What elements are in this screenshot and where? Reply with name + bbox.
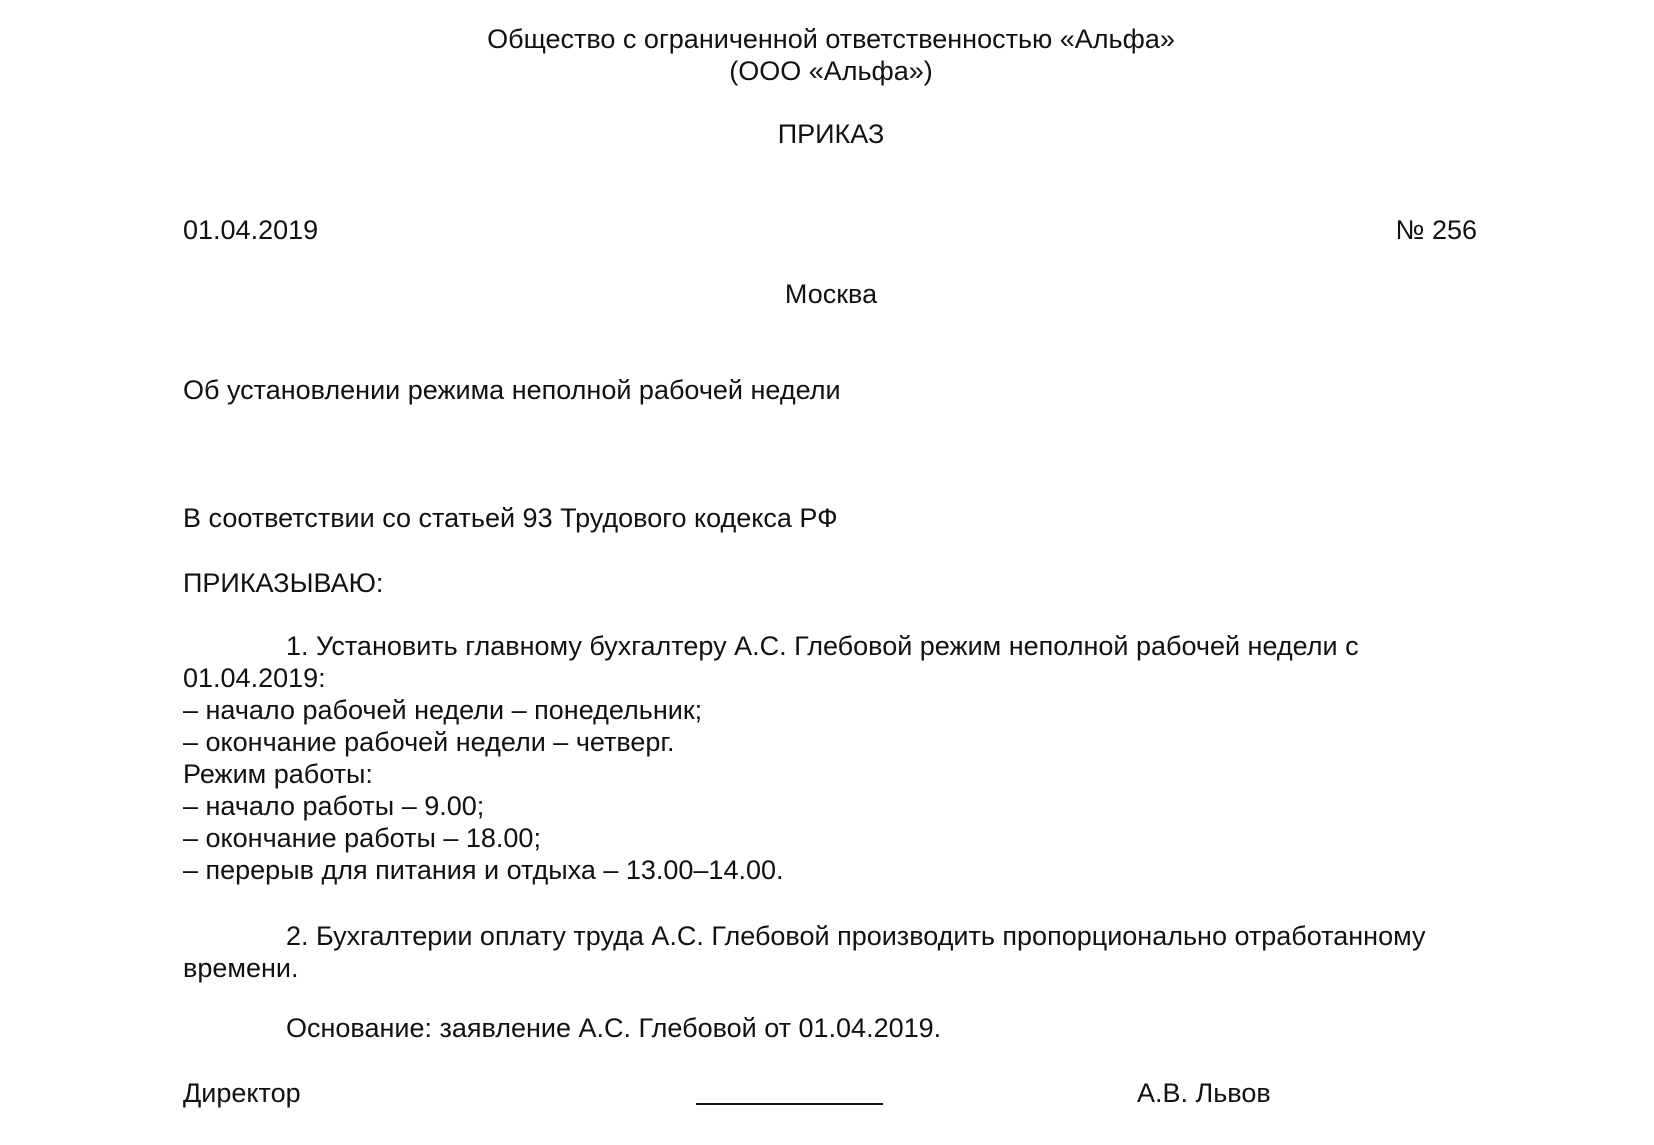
organization-short-name: (ООО «Альфа») bbox=[729, 56, 933, 86]
order-preamble: В соответствии со статьей 93 Трудового кодекса РФ bbox=[183, 503, 838, 533]
signature-line bbox=[696, 1103, 883, 1105]
item-1-break: – перерыв для питания и отдыха – 13.00–14.00. bbox=[183, 855, 784, 885]
order-basis: Основание: заявление А.С. Глебовой от 01.04.2019. bbox=[286, 1013, 942, 1043]
document-type-title: ПРИКАЗ bbox=[777, 119, 885, 149]
item-1-week-end: – окончание рабочей недели – четверг. bbox=[183, 727, 675, 757]
signatory-position: Директор bbox=[183, 1078, 301, 1108]
order-number: № 256 bbox=[1395, 215, 1477, 245]
order-directive-word: ПРИКАЗЫВАЮ: bbox=[183, 568, 384, 598]
order-subject: Об установлении режима неполной рабочей недели bbox=[183, 375, 841, 405]
item-2-text-continued: времени. bbox=[183, 953, 299, 983]
item-1-schedule-heading: Режим работы: bbox=[183, 759, 373, 789]
order-city: Москва bbox=[784, 279, 878, 309]
organization-full-name: Общество с ограниченной ответственностью «Альфа» bbox=[487, 24, 1175, 54]
order-date: 01.04.2019 bbox=[183, 215, 319, 245]
item-1-text: 1. Установить главному бухгалтеру А.С. Глебовой режим неполной рабочей недели с bbox=[286, 631, 1359, 661]
signatory-name: А.В. Львов bbox=[1137, 1078, 1271, 1108]
item-1-start-date: 01.04.2019: bbox=[183, 663, 326, 693]
item-1-work-end: – окончание работы – 18.00; bbox=[183, 823, 541, 853]
item-1-work-start: – начало работы – 9.00; bbox=[183, 791, 485, 821]
item-1-week-start: – начало рабочей недели – понедельник; bbox=[183, 695, 703, 725]
item-2-text: 2. Бухгалтерии оплату труда А.С. Глебовой производить пропорционально отработанному bbox=[286, 921, 1426, 951]
